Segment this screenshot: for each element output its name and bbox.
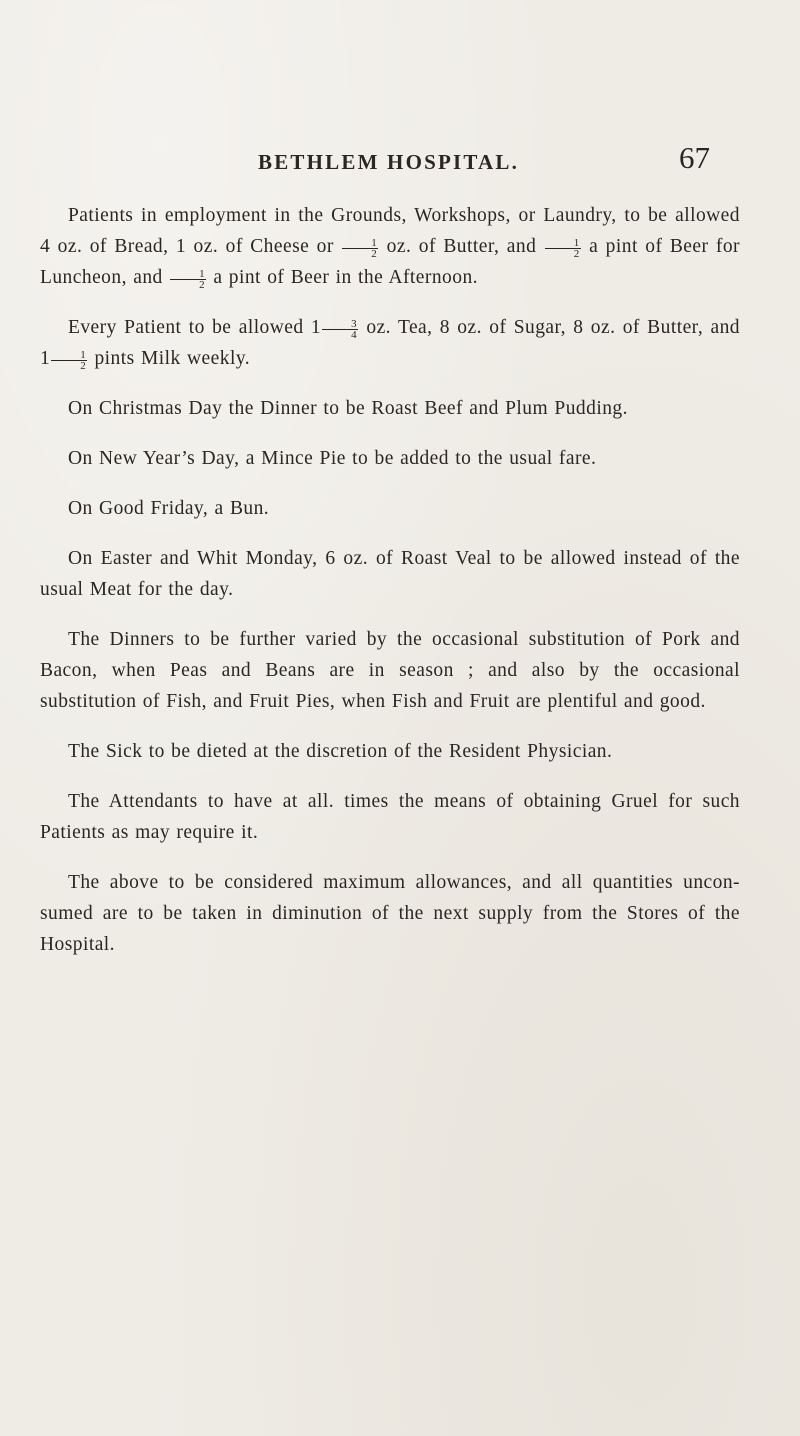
paragraph-easter-whit-monday: On Easter and Whit Monday, 6 oz. of Roast Veal to be allowed instead of the usual Meat for the day. xyxy=(40,548,740,600)
paragraph-christmas: On Christmas Day the Dinner to be Roast Beef and Plum Pudding. xyxy=(68,398,628,419)
fraction-numerator: 1 xyxy=(170,269,206,280)
text-fragment: Every Patient to be allowed 1 xyxy=(68,317,322,338)
paragraph-dinner-variation: The Dinners to be further varied by the occasional substitution of Pork and Bacon, when Peas and Beans are in season ; and also by the occasional substitution of Fish, and Fruit Pies, when Fish and Fruit are plentiful and good. xyxy=(40,629,740,712)
text-fragment: a pint of Beer in the Afternoon. xyxy=(207,267,478,288)
fraction-numerator: 1 xyxy=(342,238,378,249)
paragraph-weekly-allowance xyxy=(40,312,740,374)
fraction-denominator: 2 xyxy=(573,248,580,260)
page-number: 67 xyxy=(679,140,710,175)
paragraph-maximum-allowances: The above to be considered maximum allowances, and all quantities uncon-sumed are to be taken in diminution of the next supply from the Stores of the Hospital. xyxy=(40,872,740,955)
text-fragment: a pint of Beer for Luncheon, and xyxy=(40,236,740,288)
fraction-numerator: 1 xyxy=(51,350,87,361)
body-text xyxy=(40,200,740,979)
fraction-numerator: 3 xyxy=(322,319,358,330)
paragraph-sick-diet: The Sick to be dieted at the discretion of the Resident Physician. xyxy=(68,741,613,762)
fraction-denominator: 2 xyxy=(199,279,206,291)
running-title: BETHLEM HOSPITAL. xyxy=(258,150,520,174)
fraction-half xyxy=(342,238,378,259)
paragraph-attendants-gruel: The Attendants to have at all. times the means of obtaining Gruel for such Patients as may require it. xyxy=(40,791,740,843)
fraction-half xyxy=(545,238,581,259)
fraction-half xyxy=(51,350,87,371)
fraction-denominator: 4 xyxy=(351,329,358,341)
text-fragment: oz. Tea, 8 oz. of Sugar, 8 oz. of Butter, and 1 xyxy=(40,317,740,369)
paragraph-good-friday: On Good Friday, a Bun. xyxy=(68,498,270,519)
text-fragment: pints Milk weekly. xyxy=(88,348,251,369)
paragraph-employment-allowance xyxy=(40,200,740,293)
page-header xyxy=(258,140,710,180)
fraction-half xyxy=(170,269,206,290)
fraction-denominator: 2 xyxy=(371,248,378,260)
fraction-numerator: 1 xyxy=(545,238,581,249)
fraction-denominator: 2 xyxy=(80,360,87,372)
paragraph-new-year: On New Year’s Day, a Mince Pie to be added to the usual fare. xyxy=(68,448,597,469)
text-fragment: oz. of Butter, and xyxy=(379,236,544,257)
text-fragment: Patients in employment in the Grounds, Workshops, or Laundry, to be allowed 4 oz. of Bread, 1 oz. of Cheese or xyxy=(40,205,740,257)
fraction-three-quarters xyxy=(322,319,358,340)
